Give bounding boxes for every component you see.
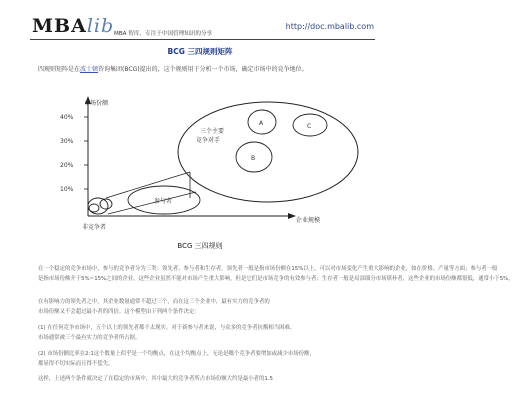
intro-paragraph (38, 64, 378, 73)
paragraph-5-line-1: 这样，上述两个条件就决定了在稳定的市场中，其中最大的竞争者所占市场份额大约是最小者的1.5 (38, 376, 273, 382)
paragraph-4-line-2: 都显得不切实际而且得不偿失。 (38, 361, 114, 367)
y-tick-10: 10% (60, 186, 74, 193)
paragraph-1 (38, 264, 514, 284)
survivor-circle-2 (100, 199, 112, 209)
intro-text-before: 四规则矩阵是在 (38, 66, 81, 73)
y-axis-label: 市场份额 (84, 100, 109, 107)
three-main-competitors-label-line1: 三个主要 (200, 128, 225, 135)
paragraph-4 (38, 349, 378, 369)
paragraph-1-line-1: 在一个稳定的竞争市场中，参与的竞争者分为三类：领先者、参与者和生存者。领先者一般是指市场份额在15%以上，可以对市场变化产生重大影响的企业，如在价格、产量等方面；参与者一般 (38, 266, 498, 272)
paragraph-3-line-2: 市场通常被三个最有实力的竞争者所占据。 (38, 335, 141, 341)
logo-main-text: MBA (32, 15, 87, 37)
connector-bottom (108, 192, 196, 214)
x-axis-arrow-icon (288, 213, 296, 219)
x-label-non-competitors: 非竞争者 (82, 224, 107, 231)
survivor-circle-3 (89, 204, 99, 212)
document-title: BCG 三四规则矩阵 (167, 47, 233, 56)
header-url-link[interactable]: http://doc.mbalib.com (285, 22, 374, 31)
y-tick-30: 30% (60, 138, 74, 145)
bcg-rule-of-three-four-diagram (40, 92, 370, 240)
intro-text-after: 咨询集团(BCG)提出的，这个规则用于分析一个市场，确定市场中的竞争地位。 (98, 66, 308, 73)
competitor-c-label: C (307, 123, 312, 130)
intro-link[interactable]: 波士顿 (80, 66, 99, 73)
figure-caption: BCG 三四规则 (177, 242, 223, 250)
competitor-b-label: B (251, 155, 256, 162)
header-divider (30, 39, 375, 40)
paragraph-2-line-1: 在有影响力的领先者之中，其企业数量通常不超过三个，而在这三个企业中，最有实力的竞争者的 (38, 299, 270, 305)
paragraph-3-line-1: (1) 在任何竞争市场中，五个以上的领先者都不太现实，对于新参与者来说，与众多的竞争者抗衡相当困难。 (38, 325, 296, 331)
three-main-competitors-label-line2: 竞争对手 (196, 137, 221, 144)
paragraph-4-line-1: (2) 市场份额比率在2:1这个数量上似乎是一个均衡点，在这个均衡点上，无论是哪个竞争者要增加或减少市场份额， (38, 351, 315, 357)
page-header (22, 16, 382, 38)
x-axis-label-enterprise-scale: 企业规模 (296, 217, 321, 224)
mbalib-logo[interactable] (32, 16, 114, 36)
header-slogan: MBA 智库，专注于中国管理知识的分享 (114, 31, 213, 37)
paragraph-1-line-2: 是指市场份额介于5%~15%之间的企业，这些企业虽然不能对市场产生重大影响，但是它们是市场竞争的有效参与者；生存者一般是局部细分市场填补者，这些企业的市场份额都很低，通常小于5%。 (38, 276, 514, 282)
logo-lib-text: lib (86, 15, 115, 37)
participants-label: 参与者 (154, 198, 173, 205)
paragraph-2 (38, 297, 378, 317)
y-tick-40: 40% (60, 114, 74, 121)
paragraph-2-line-2: 市场份额又不会超过最小者的四倍。这个模型由下列两个条件决定： (38, 309, 200, 315)
competitor-a-label: A (259, 120, 264, 127)
y-tick-20: 20% (60, 162, 74, 169)
paragraph-3 (38, 323, 378, 343)
connector-top (106, 172, 190, 198)
leaders-ellipse (178, 102, 358, 202)
paragraph-5 (38, 374, 378, 384)
